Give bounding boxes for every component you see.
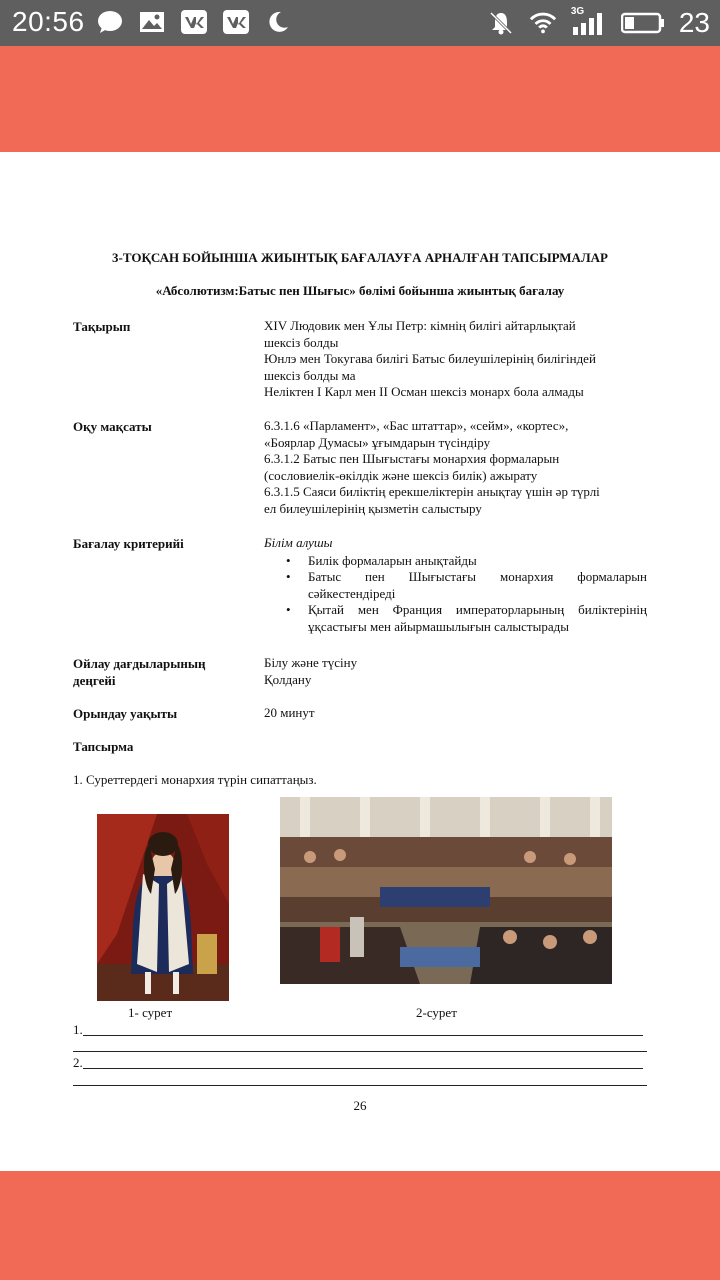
topic-line: шексіз болды ма	[264, 367, 356, 383]
topic-line: шексіз болды	[264, 334, 339, 350]
portrait-image	[97, 814, 229, 1001]
thinking-label: Ойлау дағдыларының деңгейі	[73, 656, 206, 688]
image-icon	[138, 9, 166, 35]
vk-icon	[180, 9, 208, 35]
system-icons	[487, 8, 710, 38]
topic-line: Неліктен I Карл мен II Осман шексіз монарх бола алмады	[264, 384, 584, 400]
goal-line: «Боярлар Думасы» ұғымдарын түсіндіру	[264, 434, 491, 450]
wifi-icon	[529, 10, 557, 36]
thinking-line: Білу және түсіну	[264, 655, 358, 670]
criteria-intro: Білім алушы	[264, 535, 333, 550]
page-number: 26	[353, 1098, 367, 1113]
network-label: 3G	[570, 6, 585, 17]
document-subtitle: «Абсолютизм:Батыс пен Шығыс» бөлімі бойынша жиынтық бағалау	[155, 283, 565, 298]
goals-value	[264, 418, 647, 518]
document-title: 3-ТОҚСАН БОЙЫНША ЖИЫНТЫҚ БАҒАЛАУҒА АРНАЛҒАН ТАПСЫРМАЛАР	[112, 250, 608, 265]
goal-line: 6.3.1.6 «Парламент», «Бас штаттар», «сейм», «кортес»,	[264, 418, 569, 433]
criteria-list	[264, 553, 647, 636]
answer-line-2	[73, 1055, 647, 1071]
answer-line-1	[73, 1022, 647, 1038]
answer-underline	[73, 1051, 647, 1052]
status-bar	[0, 0, 720, 46]
time-label: Орындау уақыты	[73, 706, 178, 721]
criteria-value	[264, 535, 647, 636]
caption-picture-2: 2-сурет	[416, 1005, 457, 1020]
goal-line: ел билеушілерінің қызметін салыстыру	[264, 500, 482, 516]
assembly-image	[280, 797, 612, 984]
criteria-item: • Қытай мен Франция императорларының биліктерінің ұқсастығы мен айырмашылығын салыстырады	[264, 602, 647, 635]
goals-label: Оқу мақсаты	[73, 419, 152, 434]
battery-percent: 23	[678, 7, 710, 38]
top-banner	[0, 46, 720, 152]
topic-value	[264, 318, 647, 401]
moon-icon	[264, 9, 292, 35]
answer-underline	[83, 1035, 643, 1036]
answer-line-1b	[73, 1038, 647, 1054]
thinking-line: Қолдану	[264, 671, 312, 687]
status-time: 20:56	[12, 6, 85, 37]
topic-line: XIV Людовик мен Ұлы Петр: кімнің билігі айтарлықтай	[264, 318, 576, 333]
document-page	[0, 152, 720, 1171]
task-heading: Тапсырма	[73, 739, 134, 754]
task-question: 1. Суреттердегі монархия түрін сипаттаңыз.	[73, 772, 317, 787]
mute-icon	[487, 10, 515, 36]
answer-number: 2.	[73, 1055, 83, 1070]
caption-picture-1: 1- сурет	[128, 1005, 173, 1020]
goal-line: (сословиелік-өкілдік және шексіз билік) ажырату	[264, 467, 538, 483]
criteria-item: • Батыс пен Шығыстағы монархия формаларын сәйкестендіреді	[264, 569, 647, 602]
topic-line: Юнлэ мен Токугава билігі Батыс билеушілерінің билігіндей	[264, 351, 596, 367]
notification-icons	[96, 9, 292, 35]
criteria-item: • Билік формаларын анықтайды	[264, 553, 647, 570]
chat-bubble-icon	[96, 9, 124, 35]
time-value: 20 минут	[264, 705, 315, 720]
answer-underline	[73, 1085, 647, 1086]
goal-line: 6.3.1.5 Саяси биліктің ерекшеліктерін анықтау үшін әр түрлі	[264, 484, 600, 500]
answer-underline	[83, 1068, 643, 1069]
criteria-label: Бағалау критерийі	[73, 536, 184, 551]
thinking-value	[264, 655, 647, 688]
answer-number: 1.	[73, 1022, 83, 1037]
battery-icon	[621, 10, 665, 36]
topic-label: Тақырып	[73, 319, 131, 334]
signal-3g-icon	[570, 6, 607, 36]
answer-line-2b	[73, 1072, 647, 1088]
goal-line: 6.3.1.2 Батыс пен Шығыстағы монархия формаларын	[264, 451, 560, 467]
bottom-banner	[0, 1171, 720, 1280]
vk-icon	[222, 9, 250, 35]
